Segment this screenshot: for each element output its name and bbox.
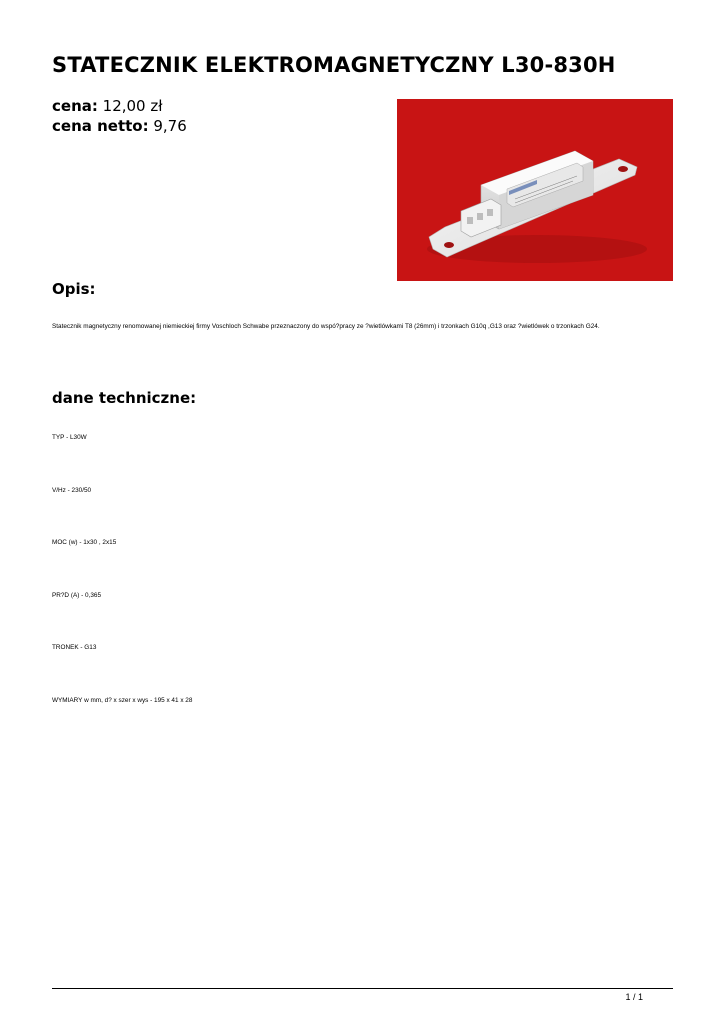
technical-heading-colon: : xyxy=(190,389,197,407)
spec-dimensions: WYMIARY w mm, d? x szer x wys - 195 x 41 x 28 xyxy=(52,697,193,704)
spec-socket: TRONEK - G13 xyxy=(52,644,97,651)
price-value: 12,00 zł xyxy=(102,97,163,115)
spec-type: TYP - L30W xyxy=(52,434,87,441)
product-image xyxy=(397,99,673,281)
spec-current: PR?D (A) - 0,365 xyxy=(52,592,102,599)
spec-voltage: V/Hz - 230/50 xyxy=(52,487,92,494)
mounting-hole-left xyxy=(444,242,454,248)
terminal-screw xyxy=(467,217,473,224)
terminal-screw xyxy=(477,213,483,220)
mounting-hole-right xyxy=(618,166,628,172)
price-line xyxy=(52,96,163,116)
terminal-screw xyxy=(487,209,493,216)
footer-divider xyxy=(52,988,673,989)
spec-power: MOC (w) - 1x30 , 2x15 xyxy=(52,539,117,546)
technical-heading-text: dane techniczne xyxy=(52,389,191,407)
page-title: STATECZNIK ELEKTROMAGNETYCZNY L30-830H xyxy=(52,53,616,77)
net-price-label: cena netto: xyxy=(52,117,149,135)
net-price-value: 9,76 xyxy=(153,117,187,135)
net-price-line xyxy=(52,116,187,136)
description-heading: Opis: xyxy=(52,280,96,298)
ballast-photo xyxy=(397,99,673,281)
description-text: Statecznik magnetyczny renomowanej niemieckiej firmy Voschloch Schwabe przeznaczony do wspó?pracy ze ?wietlówkami T8 (26mm) i trzonkach G10q ,G13 oraz ?wietlówek o trzonkach G24. xyxy=(52,323,600,330)
page-number: 1 / 1 xyxy=(625,992,643,1002)
price-label: cena: xyxy=(52,97,98,115)
technical-heading xyxy=(52,388,196,408)
